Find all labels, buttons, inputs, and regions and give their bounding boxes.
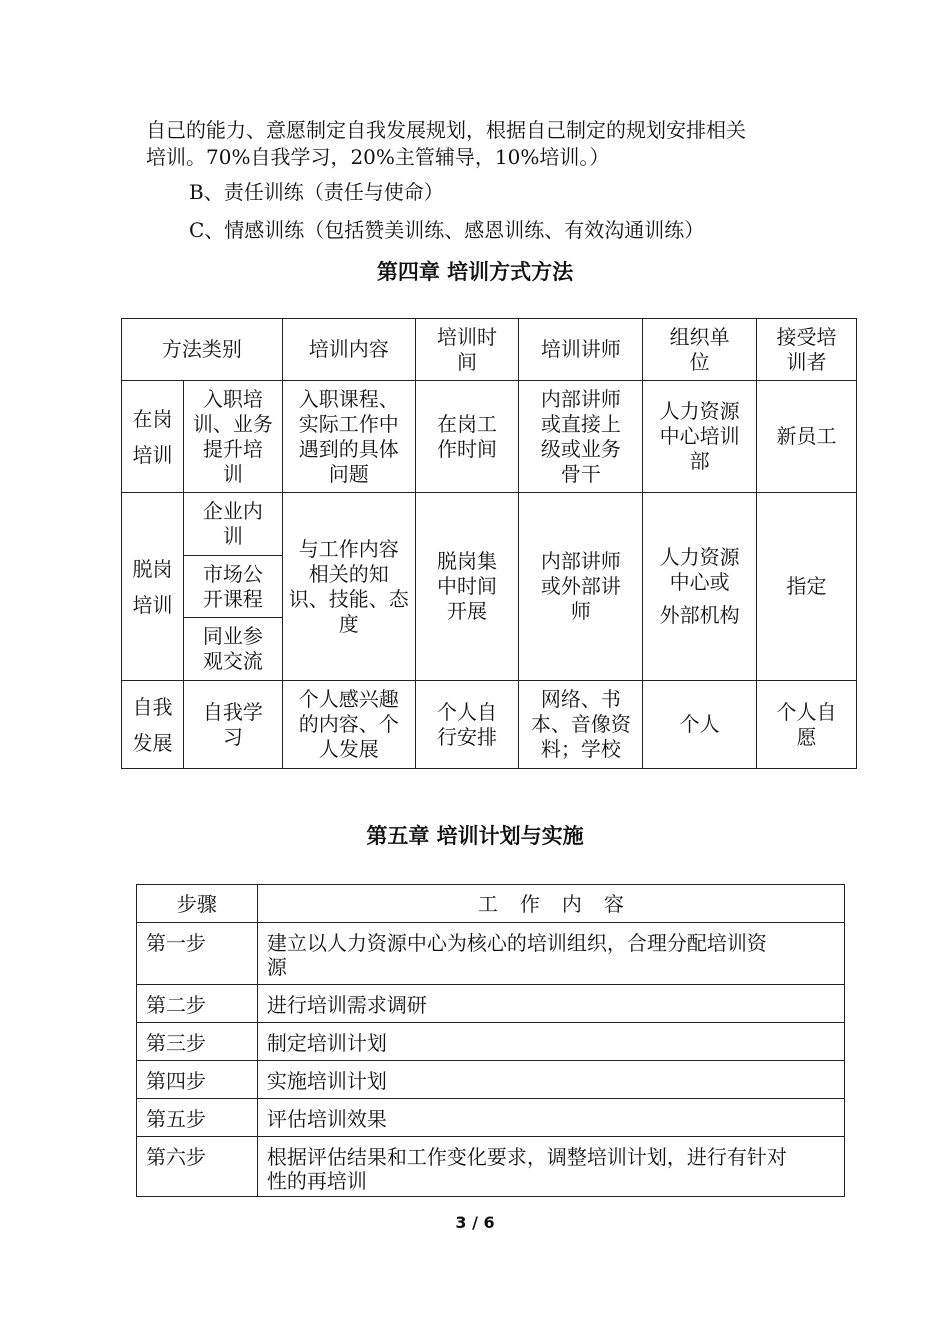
category-onjob: 在岗 培训	[122, 381, 184, 493]
header-work: 工作内容	[257, 885, 844, 923]
sub-self: 自我学 习	[183, 681, 282, 769]
org-onjob: 人力资源 中心培训 部	[643, 381, 757, 493]
work-cell: 评估培训效果	[257, 1099, 844, 1137]
training-methods-table	[121, 318, 857, 769]
content-offjob: 与工作内容 相关的知 识、技能、态 度	[282, 493, 415, 681]
work-cell: 进行培训需求调研	[257, 985, 844, 1023]
page-number: 3 / 6	[455, 1213, 495, 1232]
sub-offjob-3: 同业参 观交流	[183, 618, 282, 681]
header-org: 组织单 位	[643, 319, 757, 381]
time-offjob: 脱岗集 中时间 开展	[415, 493, 519, 681]
table-row	[137, 1061, 845, 1099]
header-recipient: 接受培 训者	[757, 319, 857, 381]
step-cell: 第四步	[137, 1061, 258, 1099]
table-header-row	[122, 319, 857, 381]
recipient-self: 个人自 愿	[757, 681, 857, 769]
paragraph-line: 培训。70%自我学习，20%主管辅导，10%培训。）	[146, 145, 610, 169]
recipient-offjob: 指定	[757, 493, 857, 681]
category-offjob: 脱岗 培训	[122, 493, 184, 681]
content-onjob: 入职课程、 实际工作中 遇到的具体 问题	[282, 381, 415, 493]
org-self: 个人	[643, 681, 757, 769]
table-header-row	[137, 885, 845, 923]
category-self: 自我 发展	[122, 681, 184, 769]
work-cell: 实施培训计划	[257, 1061, 844, 1099]
table-row	[137, 1023, 845, 1061]
list-item-b: B、责任训练（责任与使命）	[189, 180, 444, 204]
sub-onjob: 入职培 训、业务 提升培 训	[183, 381, 282, 493]
table-row	[137, 1137, 845, 1197]
time-onjob: 在岗工 作时间	[415, 381, 519, 493]
chapter-4-title: 第四章 培训方式方法	[376, 260, 574, 284]
step-cell: 第一步	[137, 923, 258, 985]
table-row-self	[122, 681, 857, 769]
trainer-onjob: 内部讲师 或直接上 级或业务 骨干	[519, 381, 643, 493]
paragraph-line: 自己的能力、意愿制定自我发展规划，根据自己制定的规划安排相关	[146, 118, 746, 142]
trainer-self: 网络、书 本、音像资 料；学校	[519, 681, 643, 769]
header-method: 方法类别	[122, 319, 283, 381]
sub-offjob-1: 企业内 训	[183, 493, 282, 556]
list-item-c: C、情感训练（包括赞美训练、感恩训练、有效沟通训练）	[189, 218, 705, 242]
work-cell: 根据评估结果和工作变化要求，调整培训计划，进行有针对 性的再培训	[257, 1137, 844, 1197]
work-cell: 制定培训计划	[257, 1023, 844, 1061]
recipient-onjob: 新员工	[757, 381, 857, 493]
trainer-offjob: 内部讲师 或外部讲 师	[519, 493, 643, 681]
header-step: 步骤	[137, 885, 258, 923]
header-time: 培训时 间	[415, 319, 519, 381]
step-cell: 第二步	[137, 985, 258, 1023]
org-offjob: 人力资源 中心或 外部机构	[643, 493, 757, 681]
header-trainer: 培训讲师	[519, 319, 643, 381]
table-row-offjob	[122, 493, 857, 556]
step-cell: 第五步	[137, 1099, 258, 1137]
table-row	[137, 1099, 845, 1137]
chapter-5-title: 第五章 培训计划与实施	[366, 824, 584, 848]
table-row	[137, 985, 845, 1023]
time-self: 个人自 行安排	[415, 681, 519, 769]
table-row	[137, 923, 845, 985]
table-row-onjob	[122, 381, 857, 493]
header-content: 培训内容	[282, 319, 415, 381]
training-plan-table	[136, 884, 845, 1197]
work-cell: 建立以人力资源中心为核心的培训组织，合理分配培训资 源	[257, 923, 844, 985]
sub-offjob-2: 市场公 开课程	[183, 556, 282, 618]
step-cell: 第六步	[137, 1137, 258, 1197]
step-cell: 第三步	[137, 1023, 258, 1061]
content-self: 个人感兴趣 的内容、个 人发展	[282, 681, 415, 769]
